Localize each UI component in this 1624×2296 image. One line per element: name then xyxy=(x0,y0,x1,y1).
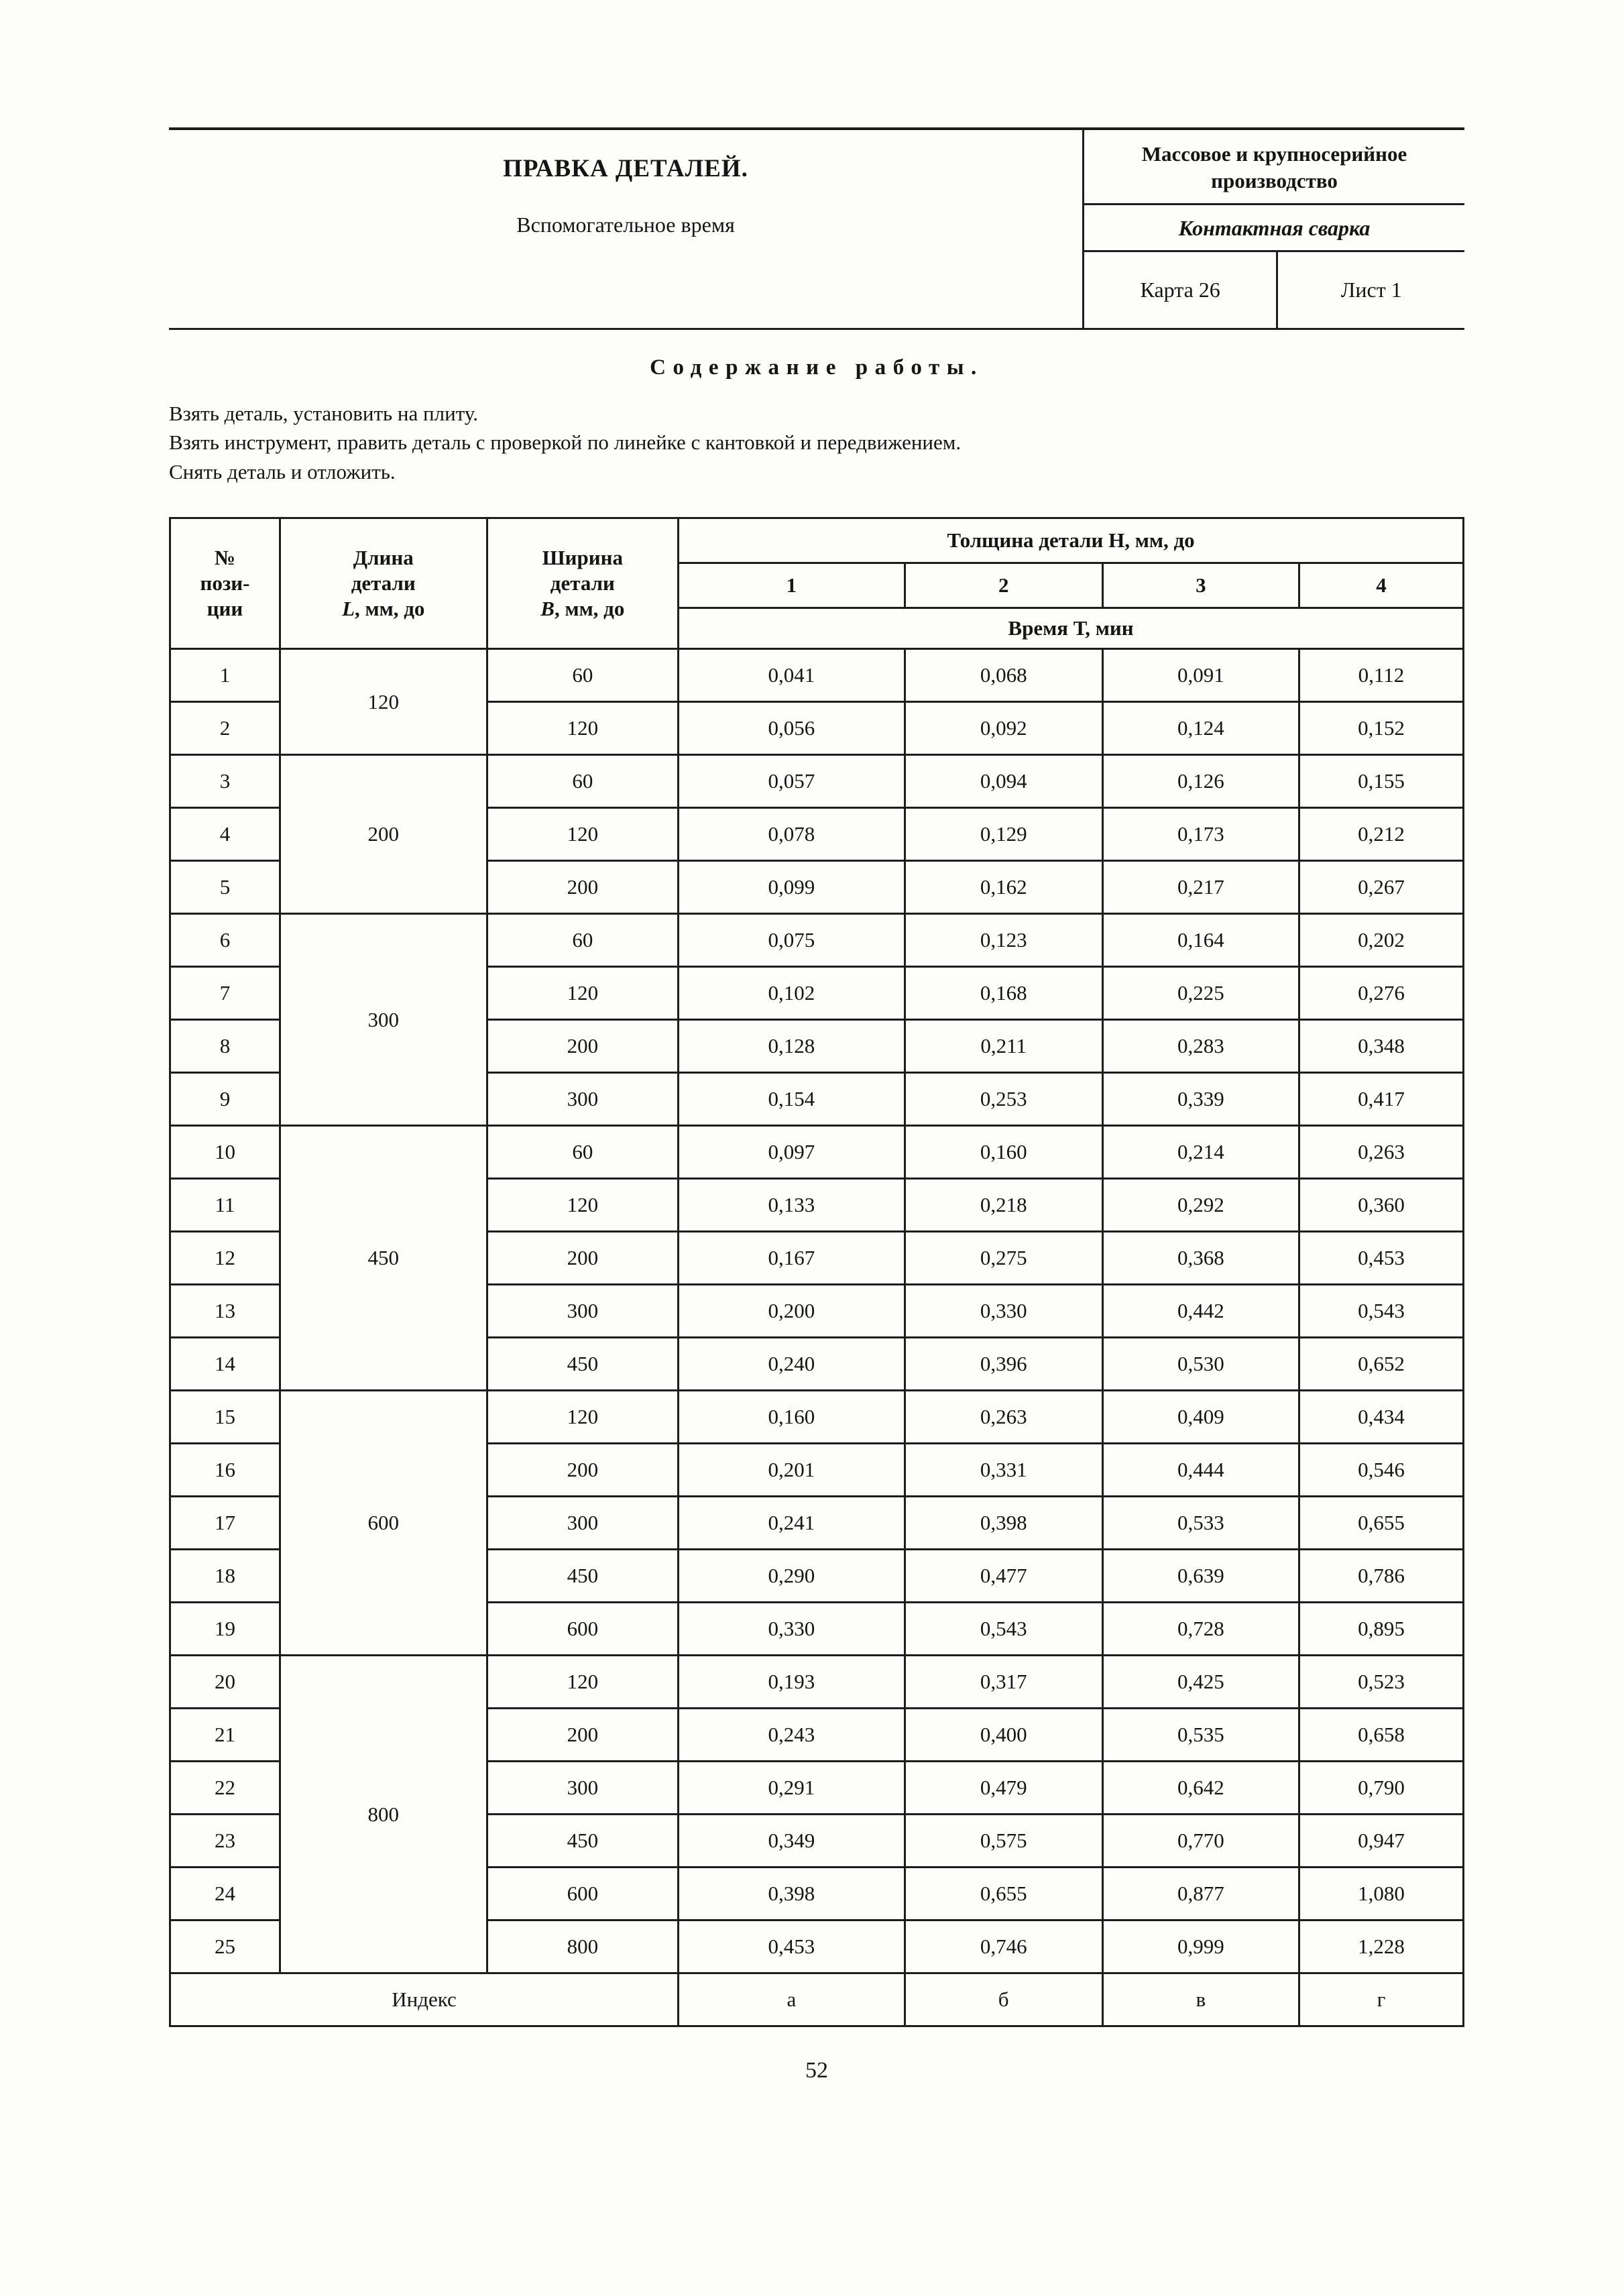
width-cell: 600 xyxy=(487,1868,678,1920)
table-row xyxy=(170,914,1464,967)
time-cell: 0,658 xyxy=(1299,1709,1463,1762)
position-header-line-3: ции xyxy=(207,597,243,621)
width-cell: 450 xyxy=(487,1815,678,1868)
time-cell: 0,523 xyxy=(1299,1656,1463,1709)
position-cell: 2 xyxy=(170,702,280,755)
time-cell: 0,543 xyxy=(1299,1285,1463,1338)
width-cell: 120 xyxy=(487,1391,678,1444)
work-description xyxy=(169,399,1464,486)
length-cell: 300 xyxy=(280,914,487,1126)
time-cell: 0,160 xyxy=(905,1126,1102,1179)
table-row xyxy=(170,1656,1464,1709)
time-cell: 0,339 xyxy=(1102,1073,1299,1126)
time-cell: 0,790 xyxy=(1299,1762,1463,1815)
time-cell: 0,477 xyxy=(905,1550,1102,1603)
section-heading: Содержание работы. xyxy=(650,355,984,380)
width-symbol: В xyxy=(540,597,555,621)
time-cell: 0,267 xyxy=(1299,861,1463,914)
time-cell: 0,217 xyxy=(1102,861,1299,914)
time-cell: 0,099 xyxy=(679,861,905,914)
index-label: Индекс xyxy=(170,1973,679,2026)
width-cell: 120 xyxy=(487,1656,678,1709)
work-line-2: Взять инструмент, править деталь с проверкой по линейке с кантовкой и передвижением. xyxy=(169,431,962,455)
col-header-length xyxy=(280,518,487,649)
time-cell: 0,348 xyxy=(1299,1020,1463,1073)
time-cell: 0,947 xyxy=(1299,1815,1463,1868)
time-cell: 0,400 xyxy=(905,1709,1102,1762)
width-header-line-2: детали xyxy=(550,571,615,595)
time-cell: 0,396 xyxy=(905,1338,1102,1391)
time-cell: 0,168 xyxy=(905,967,1102,1020)
time-cell: 0,291 xyxy=(679,1762,905,1815)
position-cell: 13 xyxy=(170,1285,280,1338)
length-cell: 200 xyxy=(280,755,487,914)
time-cell: 0,128 xyxy=(679,1020,905,1073)
time-cell: 0,218 xyxy=(905,1179,1102,1232)
table-row xyxy=(170,1391,1464,1444)
time-cell: 0,317 xyxy=(905,1656,1102,1709)
position-cell: 8 xyxy=(170,1020,280,1073)
length-cell: 800 xyxy=(280,1656,487,1973)
time-cell: 1,228 xyxy=(1299,1920,1463,1973)
time-cell: 0,202 xyxy=(1299,914,1463,967)
time-header: Время Т, мин xyxy=(679,608,1464,649)
time-cell: 0,201 xyxy=(679,1444,905,1497)
time-cell: 0,253 xyxy=(905,1073,1102,1126)
position-header-line-1: № xyxy=(214,546,236,570)
time-cell: 0,214 xyxy=(1102,1126,1299,1179)
position-cell: 20 xyxy=(170,1656,280,1709)
width-cell: 60 xyxy=(487,649,678,702)
position-cell: 14 xyxy=(170,1338,280,1391)
document-title: ПРАВКА ДЕТАЛЕЙ. xyxy=(503,155,748,182)
col-header-position xyxy=(170,518,280,649)
index-cell-a: а xyxy=(679,1973,905,2026)
time-cell: 0,193 xyxy=(679,1656,905,1709)
time-cell: 0,133 xyxy=(679,1179,905,1232)
work-line-3: Снять деталь и отложить. xyxy=(169,459,396,483)
table-row xyxy=(170,1126,1464,1179)
width-cell: 200 xyxy=(487,1020,678,1073)
width-cell: 200 xyxy=(487,1444,678,1497)
time-cell: 0,212 xyxy=(1299,808,1463,861)
time-cell: 0,479 xyxy=(905,1762,1102,1815)
width-unit: , мм, до xyxy=(554,597,625,621)
time-cell: 0,057 xyxy=(679,755,905,808)
time-cell: 0,535 xyxy=(1102,1709,1299,1762)
time-cell: 0,091 xyxy=(1102,649,1299,702)
width-cell: 60 xyxy=(487,1126,678,1179)
time-cell: 0,398 xyxy=(905,1497,1102,1550)
time-cell: 0,770 xyxy=(1102,1815,1299,1868)
position-cell: 15 xyxy=(170,1391,280,1444)
time-cell: 0,398 xyxy=(679,1868,905,1920)
width-cell: 300 xyxy=(487,1497,678,1550)
time-cell: 0,129 xyxy=(905,808,1102,861)
time-cell: 0,417 xyxy=(1299,1073,1463,1126)
time-cell: 0,575 xyxy=(905,1815,1102,1868)
time-cell: 0,152 xyxy=(1299,702,1463,755)
length-cell: 600 xyxy=(280,1391,487,1656)
time-cell: 0,444 xyxy=(1102,1444,1299,1497)
time-cell: 0,453 xyxy=(1299,1232,1463,1285)
time-cell: 0,160 xyxy=(679,1391,905,1444)
table-row xyxy=(170,649,1464,702)
position-cell: 21 xyxy=(170,1709,280,1762)
time-cell: 0,075 xyxy=(679,914,905,967)
time-cell: 0,041 xyxy=(679,649,905,702)
time-cell: 0,642 xyxy=(1102,1762,1299,1815)
position-cell: 10 xyxy=(170,1126,280,1179)
position-cell: 12 xyxy=(170,1232,280,1285)
time-cell: 0,056 xyxy=(679,702,905,755)
position-cell: 22 xyxy=(170,1762,280,1815)
position-cell: 19 xyxy=(170,1603,280,1656)
header-title-block xyxy=(169,130,1082,328)
time-cell: 0,154 xyxy=(679,1073,905,1126)
document-subtitle: Вспомогательное время xyxy=(516,213,735,237)
position-cell: 16 xyxy=(170,1444,280,1497)
position-cell: 5 xyxy=(170,861,280,914)
index-row xyxy=(170,1973,1464,2026)
col-header-width xyxy=(487,518,678,649)
card-sheet-row xyxy=(1084,252,1464,328)
time-cell: 0,112 xyxy=(1299,649,1463,702)
position-cell: 23 xyxy=(170,1815,280,1868)
time-cell: 0,655 xyxy=(1299,1497,1463,1550)
width-cell: 120 xyxy=(487,967,678,1020)
time-cell: 0,243 xyxy=(679,1709,905,1762)
time-cell: 0,360 xyxy=(1299,1179,1463,1232)
time-cell: 0,290 xyxy=(679,1550,905,1603)
position-cell: 17 xyxy=(170,1497,280,1550)
time-cell: 0,124 xyxy=(1102,702,1299,755)
time-cell: 0,263 xyxy=(1299,1126,1463,1179)
position-cell: 7 xyxy=(170,967,280,1020)
position-header-line-2: пози- xyxy=(200,571,250,595)
time-cell: 0,330 xyxy=(679,1603,905,1656)
time-cell: 0,442 xyxy=(1102,1285,1299,1338)
time-cell: 0,652 xyxy=(1299,1338,1463,1391)
time-cell: 0,094 xyxy=(905,755,1102,808)
time-cell: 0,349 xyxy=(679,1815,905,1868)
sheet-number: Лист 1 xyxy=(1340,278,1402,302)
time-cell: 0,200 xyxy=(679,1285,905,1338)
time-cell: 0,155 xyxy=(1299,755,1463,808)
time-cell: 0,999 xyxy=(1102,1920,1299,1973)
index-cell-g: г xyxy=(1299,1973,1463,2026)
time-cell: 0,097 xyxy=(679,1126,905,1179)
time-cell: 0,746 xyxy=(905,1920,1102,1973)
time-cell: 0,241 xyxy=(679,1497,905,1550)
time-cell: 0,126 xyxy=(1102,755,1299,808)
time-cell: 0,263 xyxy=(905,1391,1102,1444)
header-row-1 xyxy=(170,518,1464,563)
width-cell: 120 xyxy=(487,1179,678,1232)
length-cell: 450 xyxy=(280,1126,487,1391)
width-cell: 200 xyxy=(487,1232,678,1285)
col-header-thickness: Толщина детали Н, мм, до xyxy=(679,518,1464,563)
length-header-line-1: Длина xyxy=(353,546,414,570)
time-cell: 0,728 xyxy=(1102,1603,1299,1656)
work-line-1: Взять деталь, установить на плиту. xyxy=(169,402,478,425)
time-cell: 0,275 xyxy=(905,1232,1102,1285)
position-cell: 25 xyxy=(170,1920,280,1973)
page-number: 52 xyxy=(805,2058,828,2083)
card-number: Карта 26 xyxy=(1084,252,1278,328)
time-cell: 0,543 xyxy=(905,1603,1102,1656)
thickness-subcol-1: 1 xyxy=(679,563,905,608)
width-cell: 120 xyxy=(487,702,678,755)
time-cell: 0,283 xyxy=(1102,1020,1299,1073)
time-cell: 0,895 xyxy=(1299,1603,1463,1656)
time-cell: 0,425 xyxy=(1102,1656,1299,1709)
header-meta-block xyxy=(1082,130,1464,328)
position-cell: 9 xyxy=(170,1073,280,1126)
position-cell: 4 xyxy=(170,808,280,861)
width-cell: 200 xyxy=(487,861,678,914)
time-cell: 0,225 xyxy=(1102,967,1299,1020)
width-cell: 60 xyxy=(487,755,678,808)
width-cell: 600 xyxy=(487,1603,678,1656)
length-symbol: L xyxy=(342,597,355,621)
width-cell: 450 xyxy=(487,1338,678,1391)
time-cell: 0,453 xyxy=(679,1920,905,1973)
time-cell: 0,786 xyxy=(1299,1550,1463,1603)
width-cell: 300 xyxy=(487,1285,678,1338)
time-cell: 0,162 xyxy=(905,861,1102,914)
length-unit: , мм, до xyxy=(355,597,425,621)
time-cell: 0,434 xyxy=(1299,1391,1463,1444)
time-cell: 0,655 xyxy=(905,1868,1102,1920)
position-cell: 6 xyxy=(170,914,280,967)
time-cell: 0,102 xyxy=(679,967,905,1020)
index-cell-v: в xyxy=(1102,1973,1299,2026)
width-cell: 60 xyxy=(487,914,678,967)
position-cell: 24 xyxy=(170,1868,280,1920)
width-cell: 300 xyxy=(487,1073,678,1126)
position-cell: 1 xyxy=(170,649,280,702)
document-header xyxy=(169,127,1464,330)
time-table xyxy=(169,517,1464,2027)
width-cell: 450 xyxy=(487,1550,678,1603)
width-cell: 300 xyxy=(487,1762,678,1815)
time-cell: 0,078 xyxy=(679,808,905,861)
time-cell: 1,080 xyxy=(1299,1868,1463,1920)
width-cell: 200 xyxy=(487,1709,678,1762)
time-cell: 0,240 xyxy=(679,1338,905,1391)
time-cell: 0,546 xyxy=(1299,1444,1463,1497)
time-cell: 0,167 xyxy=(679,1232,905,1285)
length-header-line-2: детали xyxy=(351,571,416,595)
time-cell: 0,276 xyxy=(1299,967,1463,1020)
time-cell: 0,639 xyxy=(1102,1550,1299,1603)
width-cell: 120 xyxy=(487,808,678,861)
time-cell: 0,368 xyxy=(1102,1232,1299,1285)
length-cell: 120 xyxy=(280,649,487,755)
thickness-subcol-3: 3 xyxy=(1102,563,1299,608)
time-cell: 0,409 xyxy=(1102,1391,1299,1444)
time-cell: 0,292 xyxy=(1102,1179,1299,1232)
production-type: Массовое и крупносерийное производство xyxy=(1084,130,1464,205)
table-body xyxy=(170,649,1464,1973)
position-cell: 3 xyxy=(170,755,280,808)
time-cell: 0,330 xyxy=(905,1285,1102,1338)
position-cell: 11 xyxy=(170,1179,280,1232)
process-name: Контактная сварка xyxy=(1084,205,1464,252)
time-cell: 0,530 xyxy=(1102,1338,1299,1391)
time-cell: 0,164 xyxy=(1102,914,1299,967)
table-footer xyxy=(170,1973,1464,2026)
index-cell-b: б xyxy=(905,1973,1102,2026)
width-header-line-1: Ширина xyxy=(542,546,623,570)
thickness-subcol-4: 4 xyxy=(1299,563,1463,608)
width-cell: 800 xyxy=(487,1920,678,1973)
time-cell: 0,173 xyxy=(1102,808,1299,861)
table-header xyxy=(170,518,1464,649)
time-cell: 0,877 xyxy=(1102,1868,1299,1920)
time-cell: 0,092 xyxy=(905,702,1102,755)
table-row xyxy=(170,755,1464,808)
position-cell: 18 xyxy=(170,1550,280,1603)
time-cell: 0,533 xyxy=(1102,1497,1299,1550)
thickness-subcol-2: 2 xyxy=(905,563,1102,608)
time-cell: 0,123 xyxy=(905,914,1102,967)
time-cell: 0,211 xyxy=(905,1020,1102,1073)
time-cell: 0,331 xyxy=(905,1444,1102,1497)
time-cell: 0,068 xyxy=(905,649,1102,702)
